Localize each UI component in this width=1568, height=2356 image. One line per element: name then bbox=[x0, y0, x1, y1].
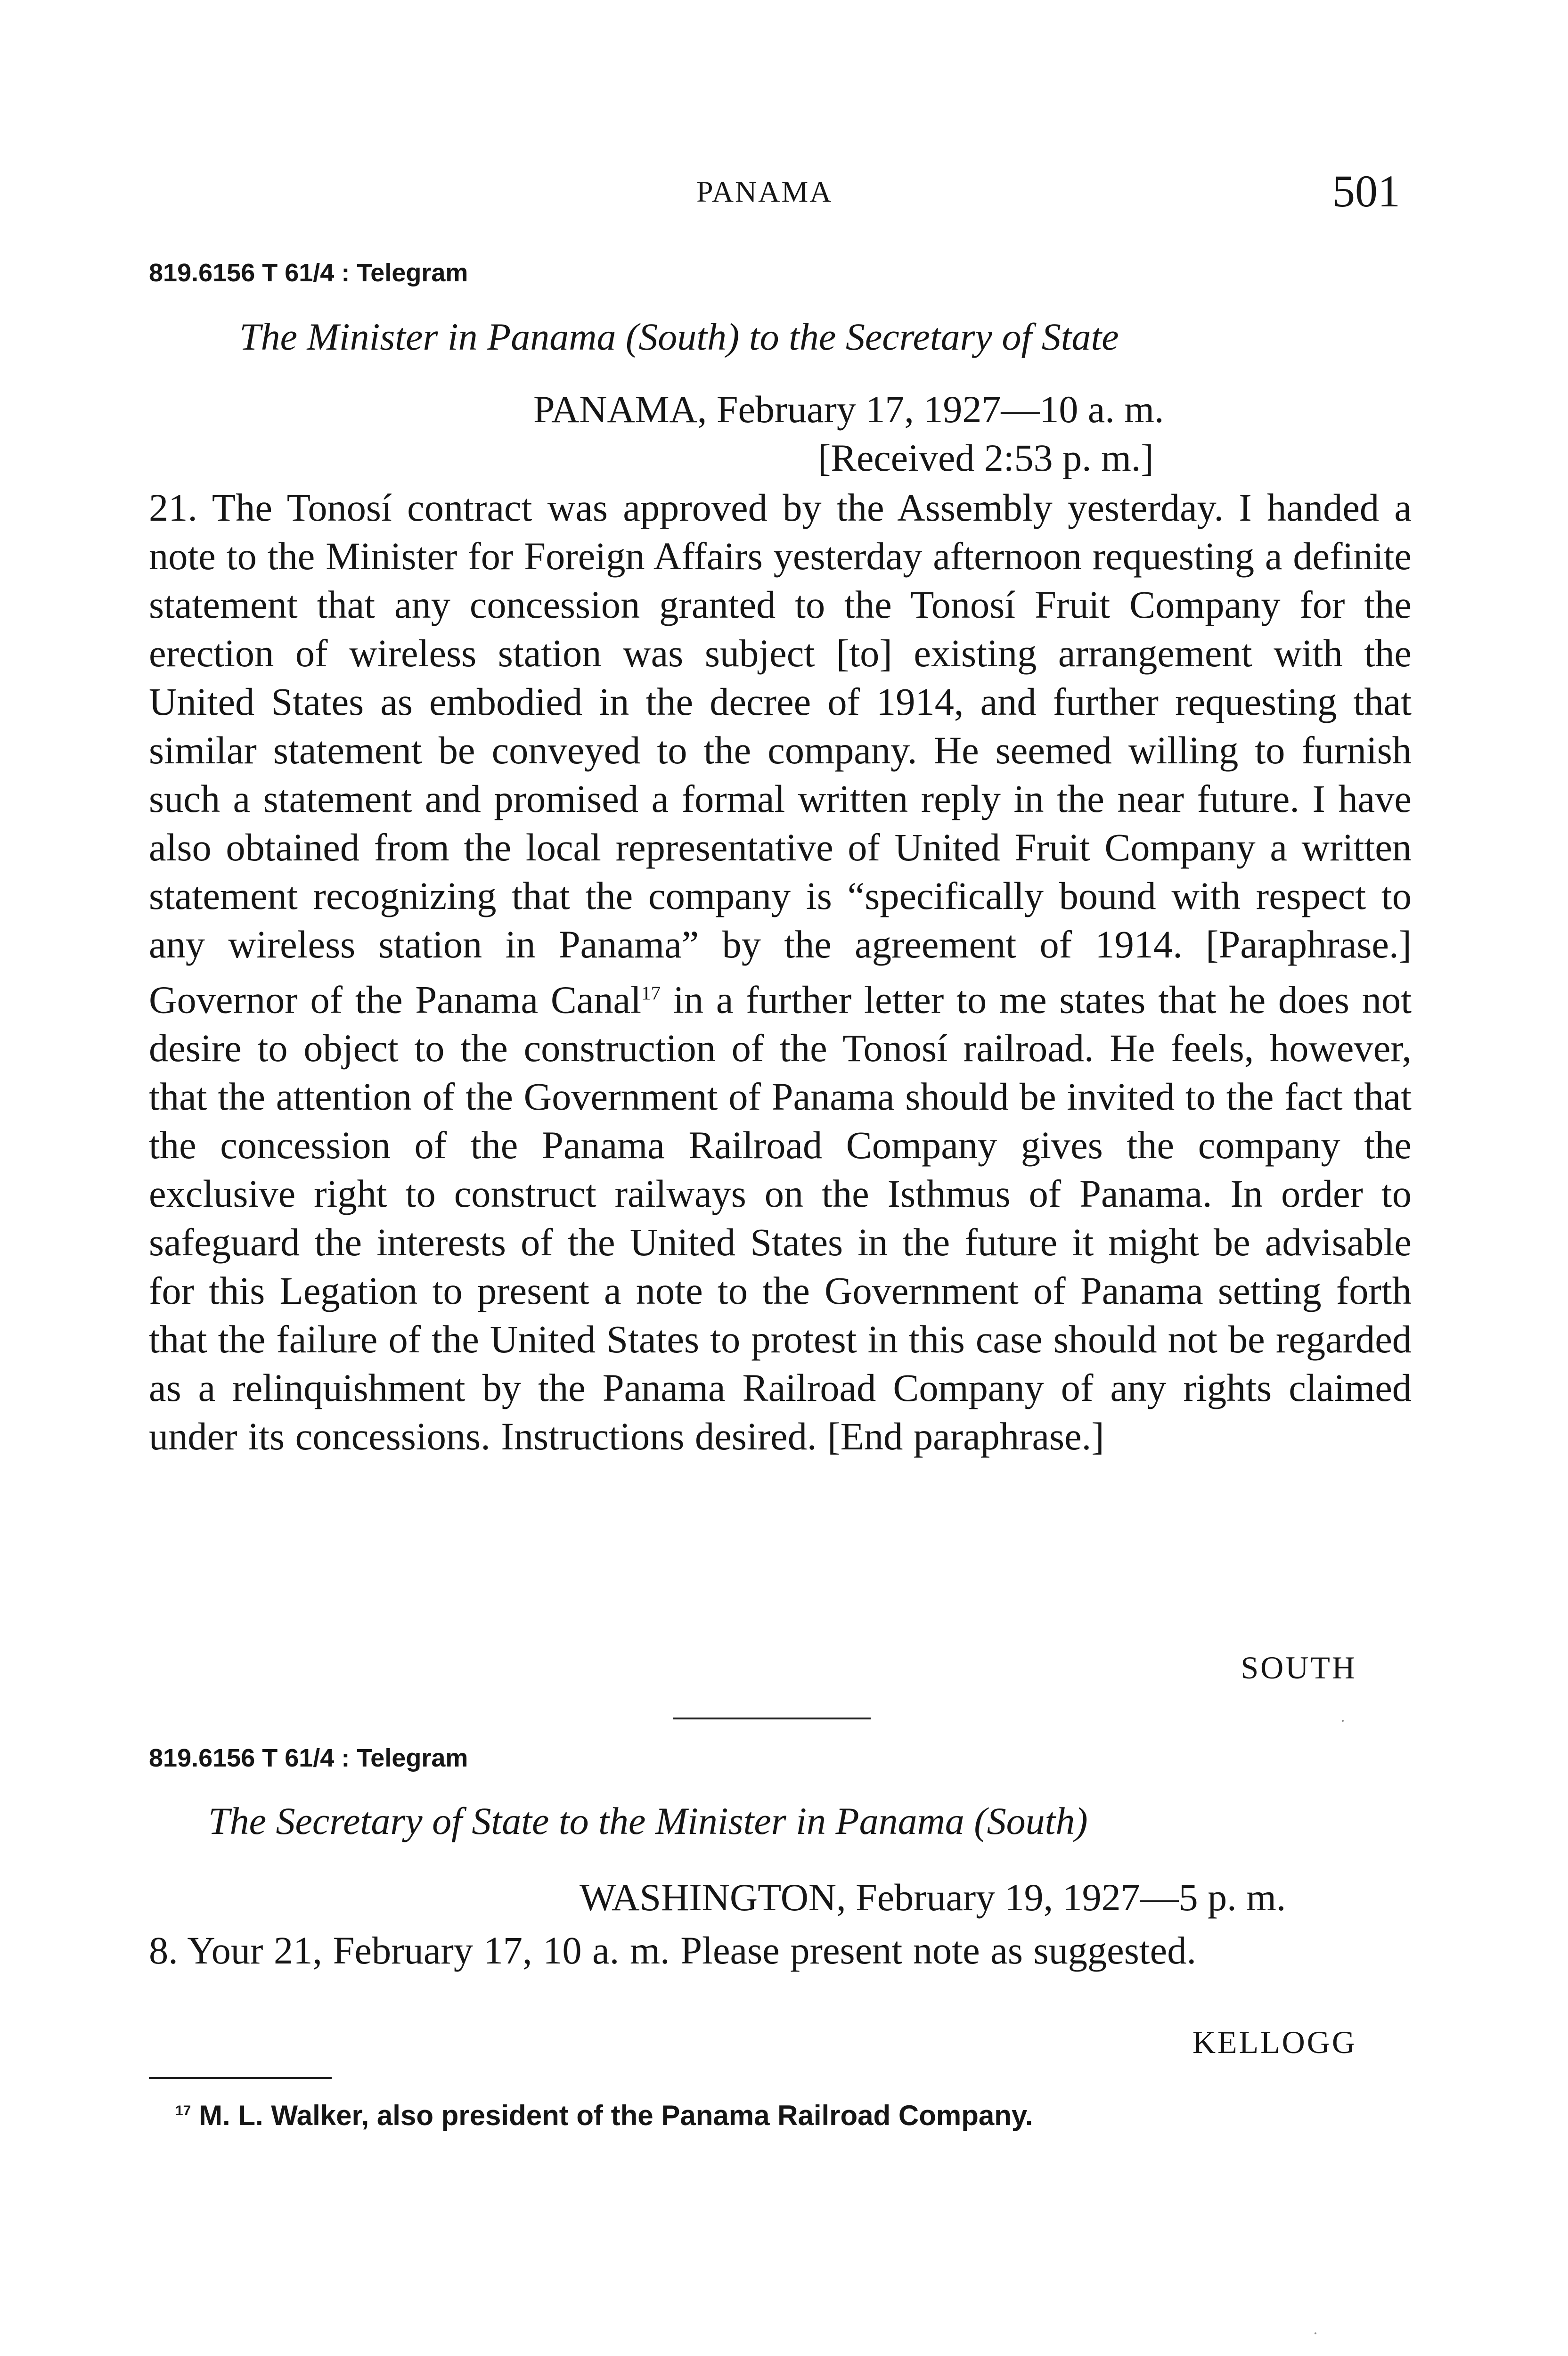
body-text-part-1: 21. The Tonosí contract was approved by the Assembly yesterday. I handed a note to the Minister for Foreign Affairs yesterday afternoon requesting a definite statement that any concession granted to the Tonosí Fruit Company for the erection of wireless station was subject [to] existing arrangement with the United States as embodied in the decree of 1914, and further requesting that similar statement be conveyed to the company. He seemed willing to furnish such a statement and promised a formal written reply in the near future. I have also obtained from the local representative of United Fruit Company a written statement recognizing that the company is “specifically bound with respect to any wireless station in Panama” by the agreement of 1914. [Paraphrase.] Governor of the Panama Canal bbox=[149, 486, 1412, 1022]
file-number: 819.6156 T 61/4 : Telegram bbox=[149, 259, 468, 287]
place-date-line: PANAMA, February 17, 1927—10 a. m. bbox=[533, 388, 1164, 431]
footnote-marker: 17 bbox=[175, 2103, 191, 2119]
body-text-part-2: in a further letter to me states that he does not desire to object to the construction of the Tonosí railroad. He feels, however, that the attention of the Government of Panama should be invited to the fact that the concession of the Panama Railroad Company gives the company the exclusive right to construct railways on the Isthmus of Panama. In order to safeguard the interests of the United States in the future it might be advisable for this Legation to present a note to the Government of Panama setting forth that the failure of the United States to protest in this case should not be regarded as a relinquishment by the Panama Railroad Company of any rights claimed under its concessions. Instructions desired. [End paraphrase.] bbox=[149, 978, 1412, 1458]
place-date-line: WASHINGTON, February 19, 1927—5 p. m. bbox=[580, 1876, 1286, 1919]
page-number: 501 bbox=[1332, 166, 1400, 216]
file-number: 819.6156 T 61/4 : Telegram bbox=[149, 1744, 468, 1772]
print-speck bbox=[1342, 1720, 1344, 1722]
section-separator bbox=[673, 1718, 871, 1719]
received-line: [Received 2:53 p. m.] bbox=[818, 436, 1154, 479]
telegram-heading: The Secretary of State to the Minister in Panama (South) bbox=[208, 1800, 1088, 1842]
footnote bbox=[175, 2099, 1033, 2132]
telegram-heading: The Minister in Panama (South) to the Secretary of State bbox=[239, 315, 1119, 358]
footnote-reference: 17 bbox=[641, 982, 661, 1004]
print-speck bbox=[1315, 2332, 1316, 2334]
signature-kellogg: KELLOGG bbox=[1192, 2024, 1357, 2060]
telegram-body bbox=[149, 483, 1412, 1461]
signature-south: SOUTH bbox=[1241, 1650, 1357, 1685]
footnote-rule bbox=[149, 2077, 332, 2079]
footnote-text: M. L. Walker, also president of the Panama Railroad Company. bbox=[191, 2100, 1033, 2131]
running-head: PANAMA bbox=[696, 175, 833, 208]
telegram-body: 8. Your 21, February 17, 10 a. m. Please present note as suggested. bbox=[149, 1929, 1197, 1972]
